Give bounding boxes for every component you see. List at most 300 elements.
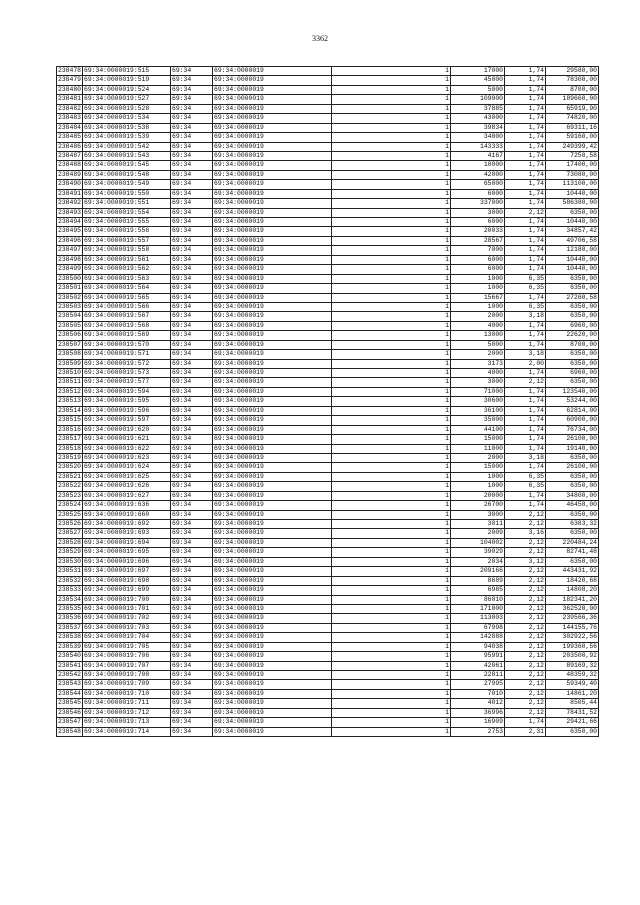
- cadastral-number-cell: 69:34:0000019:597: [83, 416, 171, 425]
- count-cell: 1: [332, 369, 451, 378]
- area-cell: 3000: [451, 208, 505, 217]
- rate-cell: 1,74: [505, 491, 546, 500]
- table-row: [57, 236, 599, 245]
- table-row: [57, 708, 599, 717]
- cadastral-quarter-cell: 69:34:0000019: [213, 586, 332, 595]
- count-cell: 1: [332, 321, 451, 330]
- row-number-cell: 238518: [58, 444, 82, 452]
- table-row: [57, 76, 599, 85]
- cadastral-number-cell: 69:34:0000019:570: [83, 340, 171, 349]
- row-number-cell: 238480: [58, 85, 82, 93]
- rate-cell: 3,16: [505, 529, 546, 538]
- count-cell: 1: [332, 416, 451, 425]
- cadastral-number-cell: 69:34:0000019:548: [83, 170, 171, 179]
- cadastral-number-cell: 69:34:0000019:712: [83, 708, 171, 717]
- cadastral-quarter-cell: 69:34:0000019: [213, 416, 332, 425]
- cadastral-quarter-cell: 69:34:0000019: [213, 652, 332, 661]
- cadastral-number-cell: 69:34:0000019:699: [83, 586, 171, 595]
- count-cell: 1: [332, 104, 451, 113]
- rate-cell: 1,74: [505, 331, 546, 340]
- table-row: [57, 387, 599, 396]
- area-cell: 2009: [451, 529, 505, 538]
- rate-cell: 1,74: [505, 501, 546, 510]
- value-cell: 34800,00: [546, 491, 599, 500]
- cadastral-number-cell: 69:34:0000019:711: [83, 699, 171, 708]
- table-row: [57, 614, 599, 623]
- cadastral-quarter-cell: 69:34:0000019: [213, 623, 332, 632]
- rate-cell: 2,12: [505, 595, 546, 604]
- rate-cell: 6,35: [505, 482, 546, 491]
- area-cell: 171000: [451, 604, 505, 613]
- rate-cell: 2,12: [505, 633, 546, 642]
- table-row: [57, 576, 599, 585]
- area-cell: 42000: [451, 170, 505, 179]
- cadastral-quarter-cell: 69:34:0000019: [213, 284, 332, 293]
- row-number-cell: 238544: [58, 689, 82, 697]
- count-cell: 1: [332, 123, 451, 132]
- count-cell: 1: [332, 671, 451, 680]
- area-cell: 15000: [451, 463, 505, 472]
- cadastral-quarter-cell: 69:34:0000019: [213, 189, 332, 198]
- area-cell: 67998: [451, 623, 505, 632]
- region-code-cell: 69:34: [171, 406, 213, 415]
- value-cell: 19140,00: [546, 444, 599, 453]
- cadastral-number-cell: 69:34:0000019:557: [83, 236, 171, 245]
- row-number-cell: 238514: [58, 406, 82, 414]
- count-cell: 1: [332, 718, 451, 727]
- row-number-cell: 238501: [58, 284, 82, 292]
- table-row: [57, 406, 599, 415]
- count-cell: 1: [332, 652, 451, 661]
- area-cell: 36996: [451, 708, 505, 717]
- rate-cell: 1,74: [505, 718, 546, 727]
- table-row: [57, 95, 599, 104]
- region-code-cell: 69:34: [171, 293, 213, 302]
- cadastral-number-cell: 69:34:0000019:626: [83, 482, 171, 491]
- cadastral-quarter-cell: 69:34:0000019: [213, 350, 332, 359]
- cadastral-number-cell: 69:34:0000019:710: [83, 689, 171, 698]
- rate-cell: 2,12: [505, 576, 546, 585]
- count-cell: 1: [332, 95, 451, 104]
- cadastral-quarter-cell: 69:34:0000019: [213, 576, 332, 585]
- region-code-cell: 69:34: [171, 397, 213, 406]
- value-cell: 182341,20: [546, 595, 599, 604]
- cadastral-number-cell: 69:34:0000019:704: [83, 633, 171, 642]
- row-number-cell: 238479: [58, 76, 82, 84]
- count-cell: 1: [332, 302, 451, 311]
- region-code-cell: 69:34: [171, 114, 213, 123]
- cadastral-number-cell: 69:34:0000019:624: [83, 463, 171, 472]
- cadastral-quarter-cell: 69:34:0000019: [213, 293, 332, 302]
- rate-cell: 1,74: [505, 369, 546, 378]
- cadastral-registry-table: [56, 66, 599, 737]
- rate-cell: 6,35: [505, 274, 546, 283]
- area-cell: 10000: [451, 161, 505, 170]
- cadastral-quarter-cell: 69:34:0000019: [213, 312, 332, 321]
- count-cell: 1: [332, 350, 451, 359]
- table-row: [57, 491, 599, 500]
- table-row: [57, 463, 599, 472]
- rate-cell: 1,74: [505, 180, 546, 189]
- rate-cell: 1,74: [505, 85, 546, 94]
- region-code-cell: 69:34: [171, 614, 213, 623]
- region-code-cell: 69:34: [171, 142, 213, 151]
- count-cell: 1: [332, 265, 451, 274]
- count-cell: 1: [332, 274, 451, 283]
- area-cell: 27995: [451, 680, 505, 689]
- value-cell: 17400,00: [546, 161, 599, 170]
- value-cell: 443431,92: [546, 567, 599, 576]
- cadastral-quarter-cell: 69:34:0000019: [213, 708, 332, 717]
- cadastral-number-cell: 69:34:0000019:569: [83, 331, 171, 340]
- area-cell: 2034: [451, 557, 505, 566]
- table-row: [57, 548, 599, 557]
- area-cell: 39834: [451, 123, 505, 132]
- value-cell: 65919,90: [546, 104, 599, 113]
- count-cell: 1: [332, 406, 451, 415]
- value-cell: 362520,00: [546, 604, 599, 613]
- row-number-cell: 238485: [58, 133, 82, 141]
- region-code-cell: 69:34: [171, 482, 213, 491]
- area-cell: 15000: [451, 435, 505, 444]
- count-cell: 1: [332, 76, 451, 85]
- cadastral-number-cell: 69:34:0000019:567: [83, 312, 171, 321]
- area-cell: 7000: [451, 246, 505, 255]
- cadastral-quarter-cell: 69:34:0000019: [213, 406, 332, 415]
- row-number-cell: 238531: [58, 567, 82, 575]
- table-row: [57, 227, 599, 236]
- region-code-cell: 69:34: [171, 538, 213, 547]
- value-cell: 6350,00: [546, 359, 599, 368]
- cadastral-quarter-cell: 69:34:0000019: [213, 529, 332, 538]
- rate-cell: 1,74: [505, 340, 546, 349]
- count-cell: 1: [332, 114, 451, 123]
- cadastral-number-cell: 69:34:0000019:700: [83, 595, 171, 604]
- area-cell: 36100: [451, 406, 505, 415]
- row-number-cell: 238503: [58, 302, 82, 310]
- rate-cell: 6,35: [505, 302, 546, 311]
- row-number-cell: 238541: [58, 661, 82, 669]
- value-cell: 123540,00: [546, 387, 599, 396]
- cadastral-quarter-cell: 69:34:0000019: [213, 538, 332, 547]
- row-number-cell: 238483: [58, 114, 82, 122]
- table-row: [57, 425, 599, 434]
- area-cell: 209166: [451, 567, 505, 576]
- table-row: [57, 727, 599, 736]
- rate-cell: 2,12: [505, 548, 546, 557]
- value-cell: 10440,00: [546, 189, 599, 198]
- cadastral-number-cell: 69:34:0000019:692: [83, 520, 171, 529]
- rate-cell: 1,74: [505, 236, 546, 245]
- row-number-cell: 238489: [58, 170, 82, 178]
- table-row: [57, 85, 599, 94]
- count-cell: 1: [332, 567, 451, 576]
- table-row: [57, 671, 599, 680]
- value-cell: 203500,92: [546, 652, 599, 661]
- value-cell: 6350,00: [546, 274, 599, 283]
- table-row: [57, 520, 599, 529]
- rate-cell: 1,74: [505, 76, 546, 85]
- area-cell: 5000: [451, 85, 505, 94]
- area-cell: 13000: [451, 331, 505, 340]
- cadastral-quarter-cell: 69:34:0000019: [213, 614, 332, 623]
- count-cell: 1: [332, 538, 451, 547]
- row-number-cell: 238494: [58, 218, 82, 226]
- area-cell: 30600: [451, 397, 505, 406]
- row-number-cell: 238505: [58, 321, 82, 329]
- rate-cell: 2,12: [505, 614, 546, 623]
- cadastral-quarter-cell: 69:34:0000019: [213, 642, 332, 651]
- count-cell: 1: [332, 340, 451, 349]
- count-cell: 1: [332, 604, 451, 613]
- value-cell: 249399,42: [546, 142, 599, 151]
- table-row: [57, 133, 599, 142]
- region-code-cell: 69:34: [171, 350, 213, 359]
- cadastral-number-cell: 69:34:0000019:515: [83, 67, 171, 76]
- cadastral-quarter-cell: 69:34:0000019: [213, 699, 332, 708]
- cadastral-quarter-cell: 69:34:0000019: [213, 520, 332, 529]
- row-number-cell: 238506: [58, 331, 82, 339]
- value-cell: 6350,00: [546, 557, 599, 566]
- value-cell: 6350,00: [546, 510, 599, 519]
- table-row: [57, 302, 599, 311]
- rate-cell: 1,74: [505, 416, 546, 425]
- region-code-cell: 69:34: [171, 331, 213, 340]
- area-cell: 113003: [451, 614, 505, 623]
- cadastral-quarter-cell: 69:34:0000019: [213, 265, 332, 274]
- region-code-cell: 69:34: [171, 302, 213, 311]
- row-number-cell: 238487: [58, 151, 82, 159]
- count-cell: 1: [332, 576, 451, 585]
- table-row: [57, 180, 599, 189]
- value-cell: 34857,42: [546, 227, 599, 236]
- value-cell: 6960,00: [546, 321, 599, 330]
- region-code-cell: 69:34: [171, 567, 213, 576]
- value-cell: 14861,20: [546, 689, 599, 698]
- cadastral-number-cell: 69:34:0000019:596: [83, 406, 171, 415]
- region-code-cell: 69:34: [171, 689, 213, 698]
- row-number-cell: 238548: [58, 727, 82, 735]
- row-number-cell: 238525: [58, 510, 82, 518]
- row-number-cell: 238529: [58, 548, 82, 556]
- cadastral-number-cell: 69:34:0000019:556: [83, 227, 171, 236]
- table-row: [57, 246, 599, 255]
- value-cell: 6350,00: [546, 378, 599, 387]
- value-cell: 49706,58: [546, 236, 599, 245]
- table-row: [57, 633, 599, 642]
- region-code-cell: 69:34: [171, 369, 213, 378]
- row-number-cell: 238533: [58, 586, 82, 594]
- value-cell: 29580,00: [546, 67, 599, 76]
- rate-cell: 1,74: [505, 199, 546, 208]
- region-code-cell: 69:34: [171, 274, 213, 283]
- row-number-cell: 238499: [58, 265, 82, 273]
- row-number-cell: 238495: [58, 227, 82, 235]
- count-cell: 1: [332, 680, 451, 689]
- area-cell: 28567: [451, 236, 505, 245]
- count-cell: 1: [332, 227, 451, 236]
- cadastral-number-cell: 69:34:0000019:572: [83, 359, 171, 368]
- value-cell: 8505,44: [546, 699, 599, 708]
- region-code-cell: 69:34: [171, 529, 213, 538]
- rate-cell: 1,74: [505, 151, 546, 160]
- region-code-cell: 69:34: [171, 312, 213, 321]
- rate-cell: 1,74: [505, 463, 546, 472]
- row-number-cell: 238513: [58, 397, 82, 405]
- count-cell: 1: [332, 208, 451, 217]
- row-number-cell: 238517: [58, 435, 82, 443]
- table-row: [57, 378, 599, 387]
- cadastral-quarter-cell: 69:34:0000019: [213, 397, 332, 406]
- table-row: [57, 510, 599, 519]
- rate-cell: 2,12: [505, 604, 546, 613]
- area-cell: 6000: [451, 189, 505, 198]
- count-cell: 1: [332, 491, 451, 500]
- rate-cell: 6,35: [505, 284, 546, 293]
- table-row: [57, 623, 599, 632]
- region-code-cell: 69:34: [171, 652, 213, 661]
- row-number-cell: 238520: [58, 463, 82, 471]
- area-cell: 65000: [451, 180, 505, 189]
- area-cell: 35000: [451, 416, 505, 425]
- rate-cell: 1,74: [505, 189, 546, 198]
- cadastral-quarter-cell: 69:34:0000019: [213, 472, 332, 481]
- cadastral-number-cell: 69:34:0000019:621: [83, 435, 171, 444]
- count-cell: 1: [332, 397, 451, 406]
- table-row: [57, 482, 599, 491]
- cadastral-quarter-cell: 69:34:0000019: [213, 491, 332, 500]
- cadastral-number-cell: 69:34:0000019:595: [83, 397, 171, 406]
- region-code-cell: 69:34: [171, 604, 213, 613]
- row-number-cell: 238478: [58, 67, 82, 75]
- rate-cell: 2,12: [505, 567, 546, 576]
- cadastral-quarter-cell: 69:34:0000019: [213, 161, 332, 170]
- table-row: [57, 170, 599, 179]
- area-cell: 20033: [451, 227, 505, 236]
- registry-table-body: [57, 67, 599, 737]
- rate-cell: 1,74: [505, 435, 546, 444]
- region-code-cell: 69:34: [171, 161, 213, 170]
- value-cell: 59160,00: [546, 133, 599, 142]
- value-cell: 144155,76: [546, 623, 599, 632]
- rate-cell: 3,18: [505, 350, 546, 359]
- cadastral-number-cell: 69:34:0000019:594: [83, 387, 171, 396]
- row-number-cell: 238497: [58, 246, 82, 254]
- value-cell: 73080,00: [546, 170, 599, 179]
- count-cell: 1: [332, 444, 451, 453]
- region-code-cell: 69:34: [171, 199, 213, 208]
- count-cell: 1: [332, 727, 451, 736]
- cadastral-quarter-cell: 69:34:0000019: [213, 661, 332, 670]
- rate-cell: 1,74: [505, 133, 546, 142]
- count-cell: 1: [332, 161, 451, 170]
- row-number-cell: 238507: [58, 340, 82, 348]
- value-cell: 199360,56: [546, 642, 599, 651]
- cadastral-quarter-cell: 69:34:0000019: [213, 274, 332, 283]
- table-row: [57, 642, 599, 651]
- row-number-cell: 238515: [58, 416, 82, 424]
- cadastral-quarter-cell: 69:34:0000019: [213, 680, 332, 689]
- table-row: [57, 529, 599, 538]
- region-code-cell: 69:34: [171, 95, 213, 104]
- cadastral-number-cell: 69:34:0000019:571: [83, 350, 171, 359]
- count-cell: 1: [332, 293, 451, 302]
- area-cell: 39029: [451, 548, 505, 557]
- row-number-cell: 238527: [58, 529, 82, 537]
- row-number-cell: 238488: [58, 161, 82, 169]
- table-row: [57, 472, 599, 481]
- row-number-cell: 238491: [58, 189, 82, 197]
- rate-cell: 1,74: [505, 104, 546, 113]
- value-cell: 46458,00: [546, 501, 599, 510]
- count-cell: 1: [332, 614, 451, 623]
- cadastral-number-cell: 69:34:0000019:538: [83, 123, 171, 132]
- table-row: [57, 208, 599, 217]
- count-cell: 1: [332, 331, 451, 340]
- cadastral-quarter-cell: 69:34:0000019: [213, 133, 332, 142]
- region-code-cell: 69:34: [171, 76, 213, 85]
- value-cell: 12180,00: [546, 246, 599, 255]
- cadastral-quarter-cell: 69:34:0000019: [213, 557, 332, 566]
- rate-cell: 2,12: [505, 689, 546, 698]
- area-cell: 4012: [451, 699, 505, 708]
- region-code-cell: 69:34: [171, 520, 213, 529]
- row-number-cell: 238547: [58, 718, 82, 726]
- region-code-cell: 69:34: [171, 218, 213, 227]
- table-row: [57, 189, 599, 198]
- row-number-cell: 238509: [58, 359, 82, 367]
- value-cell: 6960,00: [546, 369, 599, 378]
- region-code-cell: 69:34: [171, 378, 213, 387]
- row-number-cell: 238496: [58, 236, 82, 244]
- cadastral-quarter-cell: 69:34:0000019: [213, 567, 332, 576]
- region-code-cell: 69:34: [171, 340, 213, 349]
- value-cell: 26100,00: [546, 435, 599, 444]
- cadastral-number-cell: 69:34:0000019:703: [83, 623, 171, 632]
- value-cell: 89169,32: [546, 661, 599, 670]
- table-row: [57, 567, 599, 576]
- region-code-cell: 69:34: [171, 727, 213, 736]
- page-number: 3362: [312, 34, 328, 43]
- rate-cell: 1,74: [505, 95, 546, 104]
- row-number-cell: 238516: [58, 425, 82, 433]
- value-cell: 6350,00: [546, 482, 599, 491]
- region-code-cell: 69:34: [171, 255, 213, 264]
- value-cell: 7250,58: [546, 151, 599, 160]
- cadastral-number-cell: 69:34:0000019:693: [83, 529, 171, 538]
- cadastral-number-cell: 69:34:0000019:577: [83, 378, 171, 387]
- area-cell: 17000: [451, 67, 505, 76]
- table-row: [57, 416, 599, 425]
- region-code-cell: 69:34: [171, 416, 213, 425]
- region-code-cell: 69:34: [171, 453, 213, 462]
- region-code-cell: 69:34: [171, 718, 213, 727]
- rate-cell: 2,00: [505, 359, 546, 368]
- count-cell: 1: [332, 642, 451, 651]
- count-cell: 1: [332, 708, 451, 717]
- region-code-cell: 69:34: [171, 557, 213, 566]
- rate-cell: 2,12: [505, 378, 546, 387]
- region-code-cell: 69:34: [171, 576, 213, 585]
- value-cell: 48359,32: [546, 671, 599, 680]
- value-cell: 10440,00: [546, 265, 599, 274]
- count-cell: 1: [332, 699, 451, 708]
- rate-cell: 1,74: [505, 293, 546, 302]
- cadastral-number-cell: 69:34:0000019:549: [83, 180, 171, 189]
- cadastral-quarter-cell: 69:34:0000019: [213, 331, 332, 340]
- area-cell: 42061: [451, 661, 505, 670]
- count-cell: 1: [332, 387, 451, 396]
